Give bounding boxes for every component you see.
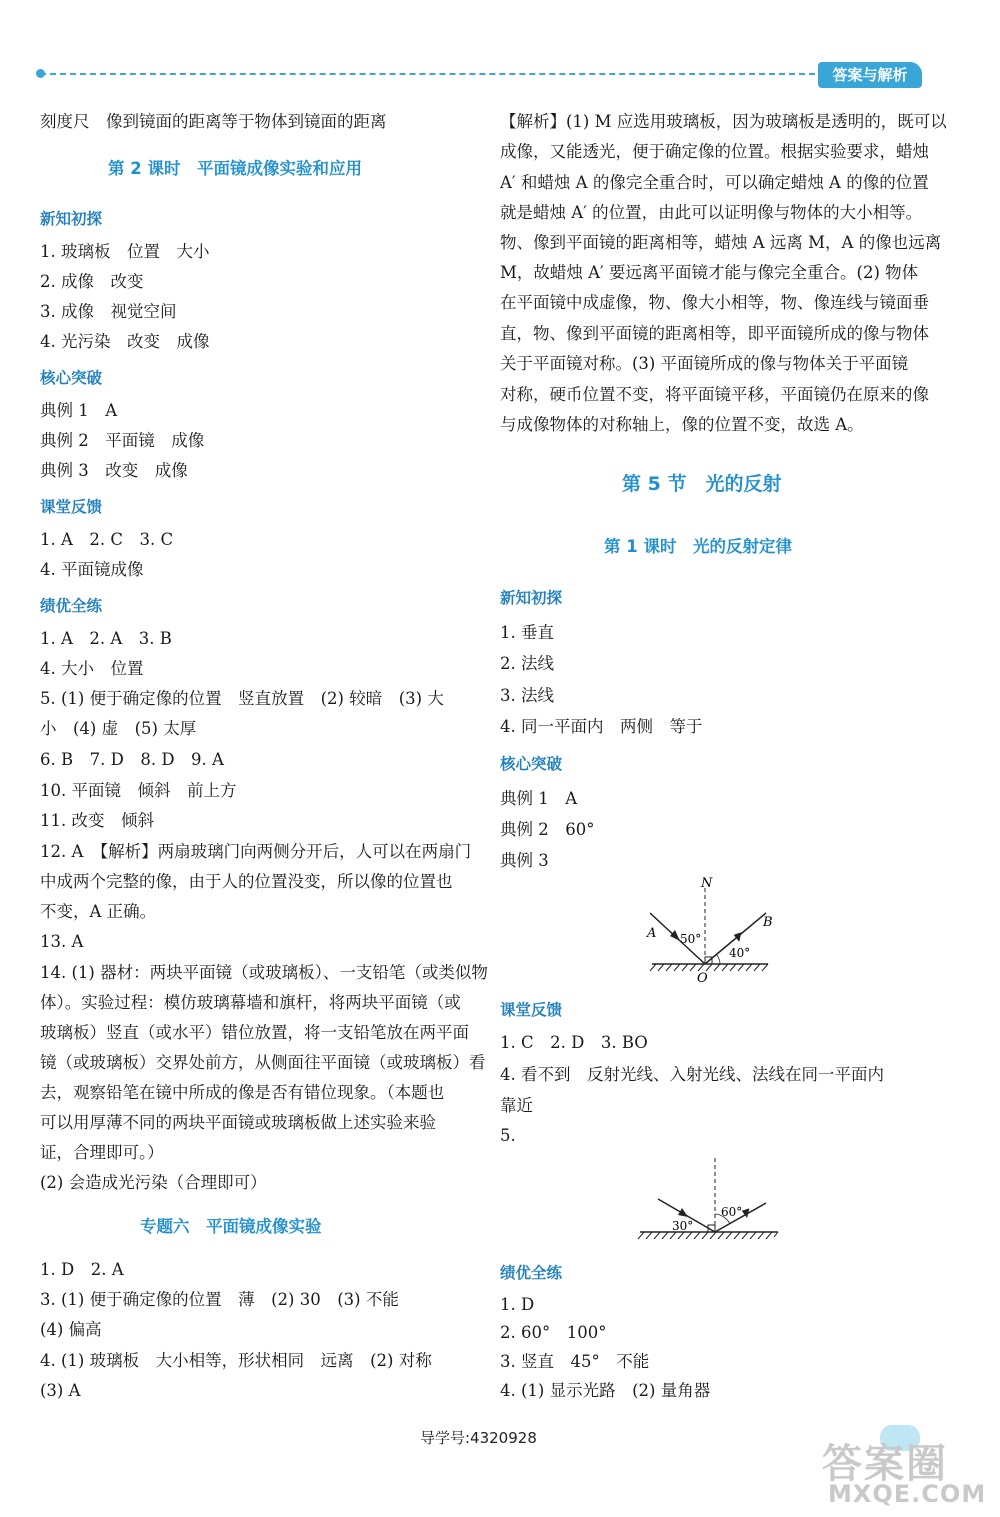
section-heading: 课堂反馈 — [500, 1001, 563, 1019]
answer-line: (4) 偏高 — [40, 1320, 102, 1339]
answer-line: 2. 法线 — [500, 654, 554, 673]
answer-line: 4. 大小 位置 — [40, 659, 144, 678]
topic-title: 专题六 平面镜成像实验 — [140, 1217, 322, 1236]
angle-arc — [716, 954, 720, 964]
lesson-title: 第 1 课时 光的反射定律 — [604, 537, 792, 556]
mirror-hatching — [638, 1232, 778, 1239]
answer-line: 典例 2 平面镜 成像 — [40, 431, 205, 450]
answer-line: 1. A 2. A 3. B — [40, 629, 172, 648]
answer-line: 2. 成像 改变 — [40, 272, 144, 291]
answer-line: 5. — [500, 1126, 516, 1145]
mirror-hatching — [650, 964, 768, 971]
answer-line: 4. 光污染 改变 成像 — [40, 332, 210, 351]
section-heading: 新知初探 — [500, 589, 563, 607]
answer-line: 【解析】(1) M 应选用玻璃板，因为玻璃板是透明的，既可以 — [500, 112, 947, 131]
answer-line: M，故蜡烛 A′ 要远离平面镜才能与像完全重合。(2) 物体 — [500, 263, 919, 282]
answer-line: 玻璃板）竖直（或水平）错位放置，将一支铅笔放在两平面 — [40, 1023, 469, 1042]
reflected-arrow — [742, 1208, 751, 1218]
section-heading: 核心突破 — [40, 369, 103, 387]
answer-line: 11. 改变 倾斜 — [40, 811, 154, 830]
answer-line: 4. 看不到 反射光线、入射光线、法线在同一平面内 — [500, 1065, 884, 1084]
answer-line: A′ 和蜡烛 A 的像完全重合时，可以确定蜡烛 A 的像的位置 — [500, 173, 929, 192]
section-title: 第 5 节 光的反射 — [622, 473, 782, 495]
section-heading: 绩优全练 — [40, 597, 103, 615]
lesson-title: 第 2 课时 平面镜成像实验和应用 — [108, 159, 362, 178]
answer-line: 典例 2 60° — [500, 820, 595, 839]
incident-arrow — [678, 1208, 688, 1217]
answer-line: 13. A — [40, 932, 84, 951]
footer-code: 导学号:4320928 — [420, 1429, 537, 1447]
answer-line: 镜（或玻璃板）交界处前方，从侧面往平面镜（或玻璃板）看 — [40, 1053, 486, 1072]
answer-line: 6. B 7. D 8. D 9. A — [40, 750, 224, 769]
answer-line: (3) A — [40, 1381, 81, 1400]
answer-line: 14. (1) 器材：两块平面镜（或玻璃板）、一支铅笔（或类似物 — [40, 963, 488, 982]
watermark-line1: 答案圈 — [822, 1441, 948, 1487]
answer-line: 不变，A 正确。 — [40, 902, 157, 921]
reflection-diagram-1 — [630, 876, 790, 986]
answer-line: 4. (1) 显示光路 (2) 量角器 — [500, 1381, 711, 1400]
label-n: N — [701, 876, 713, 891]
answer-line: 可以用厚薄不同的两块平面镜或玻璃板做上述实验来验 — [40, 1113, 436, 1132]
answer-line: 物、像到平面镜的距离相等，蜡烛 A 远离 M，A 的像也远离 — [500, 233, 942, 252]
answer-line: 典例 3 — [500, 851, 549, 870]
answer-line: 3. (1) 便于确定像的位置 薄 (2) 30 (3) 不能 — [40, 1290, 399, 1309]
answer-line: 5. (1) 便于确定像的位置 竖直放置 (2) 较暗 (3) 大 — [40, 689, 444, 708]
answer-line: 直，物、像到平面镜的距离相等，即平面镜所成的像与物体 — [500, 324, 929, 343]
answer-line: 中成两个完整的像，由于人的位置没变，所以像的位置也 — [40, 872, 453, 891]
answer-line: 10. 平面镜 倾斜 前上方 — [40, 781, 237, 800]
answer-line: 3. 竖直 45° 不能 — [500, 1352, 650, 1371]
answer-line: 4. (1) 玻璃板 大小相等，形状相同 远离 (2) 对称 — [40, 1351, 432, 1370]
answer-line: 与成像物体的对称轴上，像的位置不变，故选 A。 — [500, 415, 864, 434]
section-heading: 绩优全练 — [500, 1264, 563, 1282]
answer-line: (2) 会造成光污染（合理即可） — [40, 1173, 267, 1192]
answer-line: 靠近 — [500, 1096, 533, 1115]
label-a: A — [647, 926, 657, 941]
angle-60: 60° — [721, 1205, 743, 1219]
label-o: O — [697, 971, 708, 986]
answer-line: 典例 1 A — [40, 401, 118, 420]
answer-line: 1. D 2. A — [40, 1260, 124, 1279]
section-heading: 新知初探 — [40, 210, 103, 228]
answer-line: 4. 同一平面内 两侧 等于 — [500, 717, 703, 736]
label-b: B — [763, 915, 773, 930]
header-dashed-line — [40, 73, 815, 75]
section-heading: 核心突破 — [500, 755, 563, 773]
answer-line: 在平面镜中成虚像，物、像大小相等，物、像连线与镜面垂 — [500, 293, 929, 312]
answer-line: 4. 平面镜成像 — [40, 560, 144, 579]
answer-line: 小 (4) 虚 (5) 太厚 — [40, 719, 197, 738]
answer-line: 成像，又能透光，便于确定像的位置。根据实验要求，蜡烛 — [500, 142, 929, 161]
angle-40: 40° — [729, 946, 751, 960]
angle-30: 30° — [672, 1219, 694, 1233]
answer-line: 12. A 【解析】两扇玻璃门向两侧分开后，人可以在两扇门 — [40, 842, 472, 861]
answer-line: 关于平面镜对称。(3) 平面镜所成的像与物体关于平面镜 — [500, 354, 909, 373]
answer-line: 就是蜡烛 A′ 的位置，由此可以证明像与物体的大小相等。 — [500, 203, 923, 222]
header-badge: 答案与解析 — [818, 62, 922, 88]
incident-arrow — [670, 930, 680, 941]
answer-line: 证，合理即可。） — [40, 1143, 164, 1162]
angle-50: 50° — [680, 932, 702, 946]
answer-line: 1. D — [500, 1295, 535, 1314]
answer-line: 1. C 2. D 3. BO — [500, 1033, 648, 1052]
answer-line: 1. 垂直 — [500, 623, 554, 642]
answer-line: 2. 60° 100° — [500, 1323, 607, 1342]
answer-line: 去，观察铅笔在镜中所成的像是否有错位现象。（本题也 — [40, 1083, 445, 1102]
answer-line: 典例 3 改变 成像 — [40, 461, 188, 480]
watermark-line2: MXQE.COM — [828, 1480, 987, 1508]
answer-line: 对称，硬币位置不变，将平面镜平移，平面镜仍在原来的像 — [500, 385, 929, 404]
watermark-logo — [822, 1432, 992, 1512]
reflection-diagram-2 — [630, 1154, 790, 1249]
answer-line: 体）。实验过程：模仿玻璃幕墙和旗杆，将两块平面镜（或 — [40, 993, 461, 1012]
answer-line: 1. A 2. C 3. C — [40, 530, 174, 549]
answer-line: 3. 成像 视觉空间 — [40, 302, 177, 321]
answer-line: 刻度尺 像到镜面的距离等于物体到镜面的距离 — [40, 112, 387, 131]
answer-line: 典例 1 A — [500, 789, 578, 808]
answer-line: 1. 玻璃板 位置 大小 — [40, 242, 210, 261]
section-heading: 课堂反馈 — [40, 498, 103, 516]
answer-line: 3. 法线 — [500, 686, 554, 705]
